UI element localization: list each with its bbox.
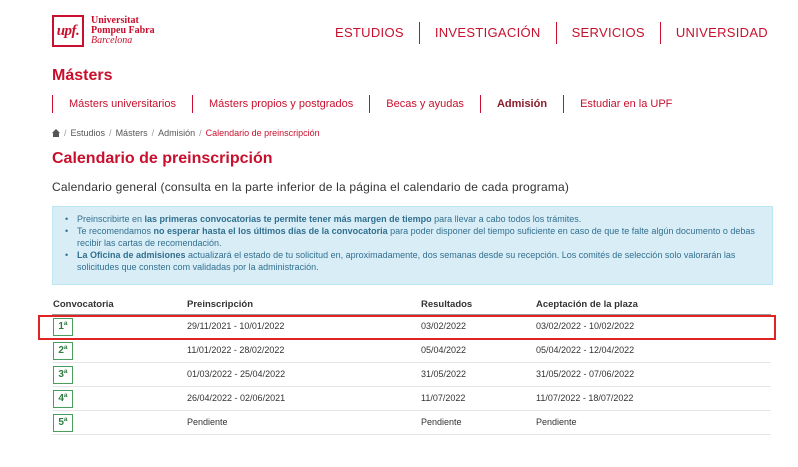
upf-logo-text: [91, 16, 155, 46]
breadcrumb-separator: /: [64, 128, 67, 138]
logo-line-3: Barcelona: [91, 35, 133, 46]
table-row: [52, 362, 771, 386]
cell-aceptacion: Pendiente: [535, 410, 771, 434]
cell-resultados: 31/05/2022: [420, 362, 535, 386]
convocatoria-badge[interactable]: 2ª: [53, 342, 73, 360]
upf-logo-mark: upf.: [52, 15, 84, 47]
subnav-becas[interactable]: Becas y ayudas: [369, 95, 480, 113]
subnav-admision[interactable]: Admisión: [480, 95, 563, 113]
info-box: [52, 206, 773, 285]
breadcrumb-separator: /: [151, 128, 155, 138]
cell-preinscripcion: Pendiente: [186, 410, 420, 434]
breadcrumb-estudios[interactable]: Estudios: [70, 128, 106, 138]
logo-line-1: Universitat: [91, 15, 139, 26]
sub-navigation: [52, 95, 688, 113]
upf-logo[interactable]: [52, 15, 155, 47]
table-row: [52, 386, 771, 410]
cell-aceptacion: 11/07/2022 - 18/07/2022: [535, 386, 771, 410]
cell-preinscripcion: 26/04/2022 - 02/06/2021: [186, 386, 420, 410]
topnav-universidad[interactable]: UNIVERSIDAD: [660, 22, 768, 44]
topnav-servicios[interactable]: SERVICIOS: [556, 22, 660, 44]
cell-preinscripcion: 29/11/2021 - 10/01/2022: [186, 314, 420, 338]
cell-resultados: Pendiente: [420, 410, 535, 434]
breadcrumb-separator: /: [109, 128, 112, 138]
home-icon[interactable]: [52, 129, 60, 137]
breadcrumb-admision[interactable]: Admisión: [158, 128, 196, 138]
table-header-row: [52, 296, 771, 314]
cell-preinscripcion: 01/03/2022 - 25/04/2022: [186, 362, 420, 386]
cell-aceptacion: 31/05/2022 - 07/06/2022: [535, 362, 771, 386]
subnav-estudiar-upf[interactable]: Estudiar en la UPF: [563, 95, 688, 113]
subnav-masters-universitarios[interactable]: Másters universitarios: [52, 95, 192, 113]
section-title[interactable]: Másters: [52, 67, 113, 84]
header-aceptacion: Aceptación de la plaza: [535, 296, 771, 314]
table-row: [52, 338, 771, 362]
table-row: [52, 410, 771, 434]
info-bullet-3: • La Oficina de admisiones actualizará el estado de tu solicitud en, aproximadamente, dos semanas desde su recepción. Los comités de selección solo valorarán las solicitudes que consten com validadas por la administración.: [65, 249, 762, 273]
subnav-masters-propios[interactable]: Másters propios y postgrados: [192, 95, 369, 113]
header-convocatoria: Convocatoria: [52, 296, 186, 314]
cell-aceptacion: 03/02/2022 - 10/02/2022: [535, 314, 771, 338]
page-title: Calendario de preinscripción: [52, 150, 273, 167]
info-bullet-2: • Te recomendamos no esperar hasta el los últimos días de la convocatoria para poder disponer del tiempo suficiente en caso de que te falte algún documento o debas recibir las cartas de recomendación.: [65, 225, 762, 249]
topnav-investigacion[interactable]: INVESTIGACIÓN: [419, 22, 556, 44]
cell-aceptacion: 05/04/2022 - 12/04/2022: [535, 338, 771, 362]
convocatoria-badge[interactable]: 4ª: [53, 390, 73, 408]
topnav-estudios[interactable]: ESTUDIOS: [334, 25, 404, 40]
cell-preinscripcion: 11/01/2022 - 28/02/2022: [186, 338, 420, 362]
row-highlight-box: [38, 315, 776, 340]
cell-resultados: 11/07/2022: [420, 386, 535, 410]
cell-resultados: 05/04/2022: [420, 338, 535, 362]
logo-line-2: Pompeu Fabra: [91, 25, 155, 36]
breadcrumb-masters[interactable]: Másters: [115, 128, 148, 138]
top-navigation: [320, 22, 768, 44]
breadcrumb: [52, 128, 320, 138]
info-bullet-1: • Preinscribirte en las primeras convocatorias te permite tener más margen de tiempo para llevar a cabo todos los trámites.: [65, 213, 762, 225]
breadcrumb-current: Calendario de preinscripción: [205, 128, 320, 138]
breadcrumb-separator: /: [199, 128, 202, 138]
header-resultados: Resultados: [420, 296, 535, 314]
header-preinscripcion: Preinscripción: [186, 296, 420, 314]
convocatoria-badge[interactable]: 5ª: [53, 414, 73, 432]
page-subtitle: Calendario general (consulta en la parte inferior de la página el calendario de cada programa): [52, 180, 570, 194]
cell-resultados: 03/02/2022: [420, 314, 535, 338]
convocatoria-badge[interactable]: 1ª: [53, 318, 73, 336]
convocatoria-badge[interactable]: 3ª: [53, 366, 73, 384]
